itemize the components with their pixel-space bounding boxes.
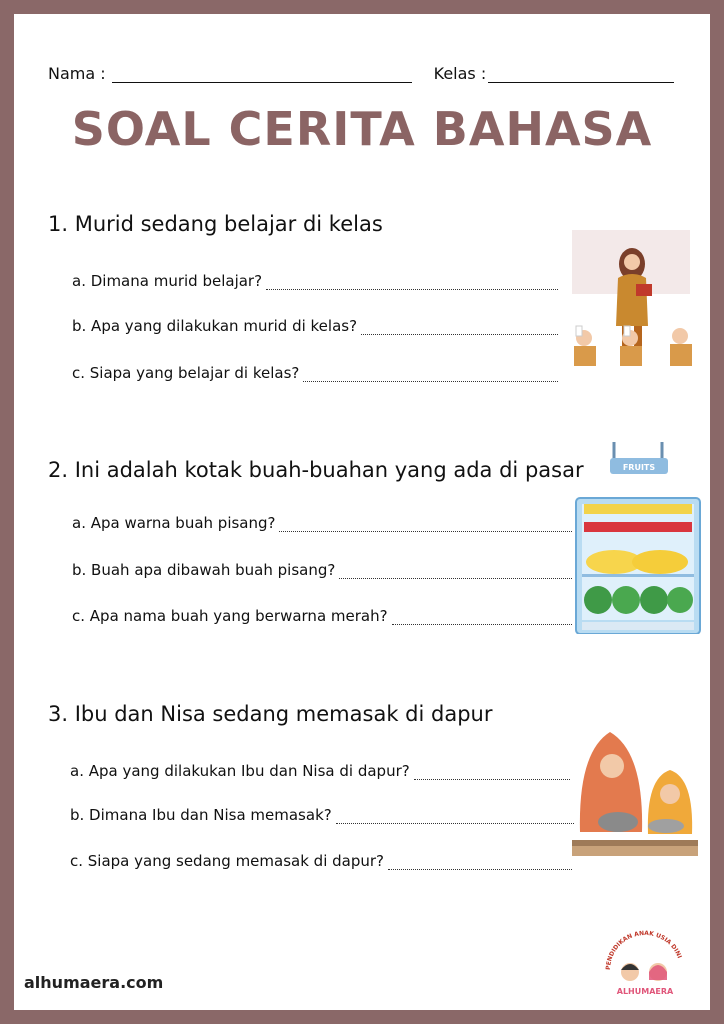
- class-label: Kelas :: [433, 64, 487, 83]
- cooking-illustration: [570, 722, 700, 858]
- name-blank-line: [112, 66, 412, 83]
- question-3c: [70, 852, 572, 870]
- page-title: SOAL CERITA BAHASA: [71, 102, 653, 156]
- question-2b-text: b. Buah apa dibawah buah pisang?: [72, 561, 336, 579]
- kitchen-counter: [572, 840, 698, 846]
- question-1a: [72, 272, 558, 290]
- question-1a-text: a. Dimana murid belajar?: [72, 272, 263, 290]
- question-2c-text: c. Apa nama buah yang berwarna merah?: [72, 607, 388, 625]
- student-desks: [574, 326, 692, 366]
- worksheet-page: [14, 14, 710, 1010]
- question-3c-text: c. Siapa yang sedang memasak di dapur?: [70, 852, 384, 870]
- answer-line: [279, 519, 572, 532]
- student-info-row: [48, 64, 674, 83]
- class-blank-line: [488, 66, 674, 83]
- question-3b: [70, 806, 574, 824]
- question-3-title: 3. Ibu dan Nisa sedang memasak di dapur: [48, 702, 493, 726]
- question-3a-text: a. Apa yang dilakukan Ibu dan Nisa di dapur?: [70, 762, 410, 780]
- question-2c: [72, 607, 572, 625]
- answer-line: [339, 566, 572, 579]
- answer-line: [361, 322, 558, 335]
- answer-line: [414, 767, 570, 780]
- website-footer: alhumaera.com: [24, 973, 164, 992]
- alhumaera-logo: [600, 928, 690, 1000]
- question-2a: [72, 514, 572, 532]
- question-1b-text: b. Apa yang dilakukan murid di kelas?: [72, 317, 358, 335]
- question-2b: [72, 561, 572, 579]
- fruit-stand-illustration: [574, 438, 704, 634]
- question-2a-text: a. Apa warna buah pisang?: [72, 514, 276, 532]
- question-1b: [72, 317, 558, 335]
- answer-line: [392, 612, 572, 625]
- answer-line: [303, 369, 558, 382]
- fruits-sign-text: FRUITS: [622, 463, 656, 472]
- logo-word: ALHUMAERA: [616, 987, 674, 996]
- answer-line: [266, 277, 558, 290]
- question-3b-text: b. Dimana Ibu dan Nisa memasak?: [70, 806, 332, 824]
- answer-line: [388, 857, 572, 870]
- question-1c: [72, 364, 558, 382]
- question-1c-text: c. Siapa yang belajar di kelas?: [72, 364, 300, 382]
- question-3a: [70, 762, 570, 780]
- classroom-illustration: [562, 226, 702, 376]
- mixing-bowl: [648, 819, 684, 833]
- name-label: Nama :: [48, 64, 106, 83]
- logo-arc-text: PENDIDIKAN ANAK USIA DINI: [604, 929, 683, 971]
- question-2-title: 2. Ini adalah kotak buah-buahan yang ada di pasar: [48, 458, 584, 482]
- answer-line: [336, 811, 574, 824]
- question-1-title: 1. Murid sedang belajar di kelas: [48, 212, 383, 236]
- cooking-pot: [598, 812, 638, 832]
